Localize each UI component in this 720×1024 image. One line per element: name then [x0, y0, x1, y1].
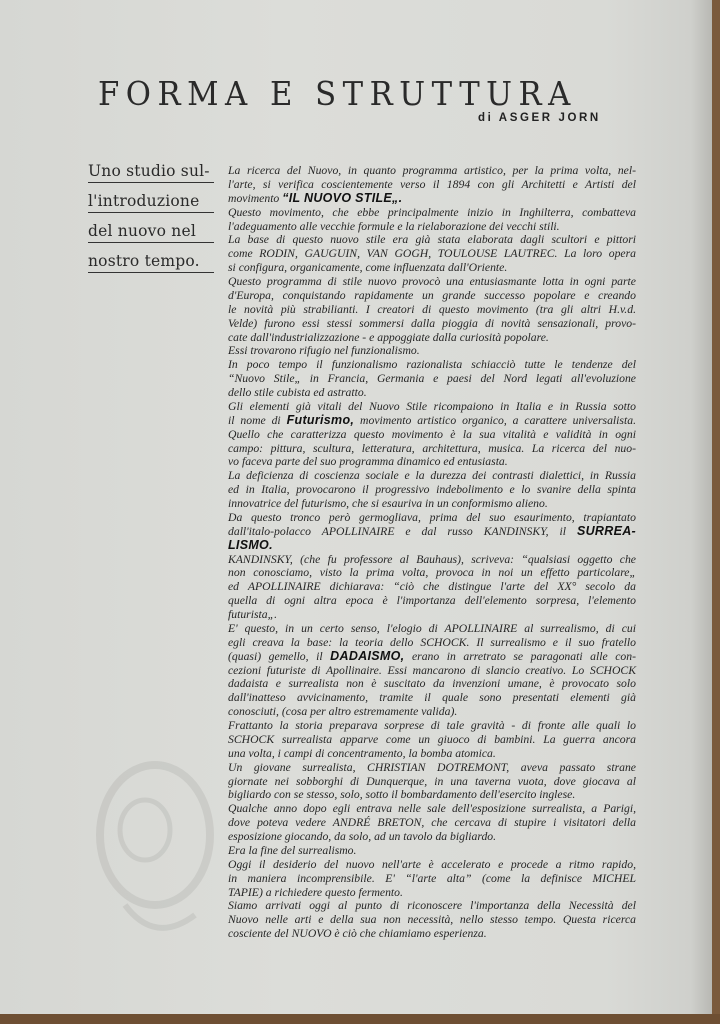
text-line [228, 886, 636, 900]
text-line [228, 469, 636, 483]
text-run: La base di questo nuovo stile era già stata elaborata dagli scultori e pittori [228, 233, 636, 247]
text-run: dello stile cubista ed astratto. [228, 386, 367, 399]
text-run: conosciuti, (cosa per altro estremamente valida). [228, 705, 458, 719]
text-run: Siamo arrivati oggi al punto di riconoscere l'importanza della Necessità del [228, 899, 636, 913]
text-run: non conosciamo, visto la prima volta, provoca in noi un effetto particolare„ [228, 566, 636, 580]
text-run: ed in Italia, provocarono il progressivo indebolimento e lo svanire della spinta [228, 483, 636, 497]
text-line [228, 261, 636, 275]
article-byline: di ASGER JORN [478, 112, 601, 124]
text-line [228, 206, 636, 220]
text-run: Un giovane surrealista, CHRISTIAN DOTREMONT, aveva passato strane [228, 760, 636, 774]
text-line [228, 289, 636, 303]
text-run: Da questo tronco però germogliava, prima del suo esaurimento, trapiantato [228, 510, 636, 524]
text-line [228, 247, 636, 261]
text-run: futurista„. [228, 608, 278, 621]
text-line [228, 775, 636, 789]
text-line [228, 830, 636, 844]
text-run: Essi trovarono rifugio nel funzionalismo. [228, 344, 420, 358]
text-run: dall'italo-polacco APOLLINAIRE e dal russo KANDINSKY, il [228, 524, 577, 538]
text-run: campo: pittura, scultura, letteratura, architettura, musica. La ricerca del nuo- [228, 441, 636, 455]
text-run: Qualche anno dopo egli entrava nelle sale dell'esposizione surrealista, a Parigi, [228, 802, 636, 816]
text-run: cezioni futuriste di Apollinaire. Essi mancarono di slancio creativo. Lo SCHOCK [228, 663, 636, 677]
text-line [228, 622, 636, 636]
bold-term: SURREA- [576, 523, 636, 538]
text-run: movimento artistico organico, a carattere universalista. [354, 413, 636, 427]
text-run: giornate nei sobborghi di Dunquerque, in una taverna vuota, dove giocava al [228, 774, 636, 788]
text-run: il nome di [228, 413, 287, 427]
text-run: Velde) furono essi stessi sommersi dalla pioggia di novità sensazionali, provo- [228, 316, 636, 330]
text-run: SCHOCK surrealista apparve come un giuoco di bambini. La guerra ancora [228, 732, 636, 746]
text-run: innovatrice del futurismo, che si esauriva in un conformismo alieno. [228, 497, 548, 510]
text-run: ed APOLLINAIRE dichiarava: “ciò che distingue l'arte del XX° secolo da [228, 580, 636, 594]
text-line [228, 719, 636, 733]
text-run: dove poteva vedere ANDRÉ BRETON, che cercava di stupire i visitatori della [228, 816, 636, 830]
text-line [228, 497, 636, 511]
text-run: cosciente del NUOVO è ciò che chiamiamo esperienza. [228, 927, 487, 941]
text-line [228, 372, 636, 386]
text-line [228, 899, 636, 913]
text-line [228, 414, 636, 428]
subtitle-line: Uno studio sul- [88, 160, 214, 183]
text-run: dadaista e surrealista non è suscitato da invenzioni umane, è provocato solo [228, 677, 636, 691]
text-line [228, 164, 636, 178]
text-line [228, 275, 636, 289]
text-line [228, 788, 636, 802]
table-edge [0, 1014, 720, 1024]
text-run: bigliardo con se stesso, solo, sotto il bombardamento dell'esercito inglese. [228, 788, 576, 802]
text-line [228, 539, 636, 553]
text-run: in maniera incomprensibile. E' “l'arte alta” (come la definisce MICHEL [228, 871, 636, 885]
subtitle-line: nostro tempo. [88, 250, 214, 273]
text-run: cate dall'industrializzazione - e appoggiate dalla curiosità popolare. [228, 330, 549, 344]
text-line [228, 192, 636, 206]
text-run: quella di ogni altra epoca è l'importanza dell'elemento sorpresa, l'elemento [228, 594, 636, 608]
text-run: Oggi il desiderio del nuovo nell'arte è accelerato e procede a ritmo rapido, [228, 857, 636, 871]
bold-term: DADAISMO, [330, 648, 405, 663]
text-line [228, 747, 636, 761]
text-run: La ricerca del Nuovo, in quanto programma artistico, per la prima volta, nel- [228, 164, 636, 177]
text-run: Nuovo nelle arti e della sua non necessità, nello stesso tempo. Questa ricerca [228, 913, 636, 927]
text-run: esposizione giocando, da solo, ad un tavolo da bigliardo. [228, 830, 497, 843]
text-line [228, 455, 636, 469]
text-run: Quello che caratterizza questo movimento è la sua vitalità e validità in ogni [228, 427, 636, 441]
text-line [228, 872, 636, 886]
article-body [228, 164, 636, 941]
text-run: In poco tempo il funzionalismo razionalista schiacciò tutte le tendenze del [228, 358, 636, 372]
subtitle-line: del nuovo nel [88, 220, 214, 243]
text-line [228, 400, 636, 414]
text-line [228, 442, 636, 456]
bold-term: “IL NUOVO STILE„. [282, 190, 403, 205]
text-run: E' questo, in un certo senso, l'elogio di APOLLINAIRE al surrealismo, di cui [228, 621, 636, 635]
text-line [228, 220, 636, 234]
text-run: erano in arretrato se paragonati alle con- [404, 649, 636, 663]
text-run: l'adeguamento alle vecchie formule e la rielaborazione dei vecchi stili. [228, 219, 560, 233]
subtitle-line: l'introduzione [88, 190, 214, 213]
text-line [228, 733, 636, 747]
text-run: Gli elementi già vitali del Nuovo Stile ricompaiono in Italia e in Russia sotto [228, 399, 636, 413]
text-run: Era la fine del surrealismo. [228, 843, 357, 857]
text-run: d'Europa, conquistando rapidamente un grande successo popolare e creando [228, 288, 636, 302]
text-line [228, 331, 636, 345]
text-line [228, 428, 636, 442]
text-line [228, 608, 636, 622]
text-run: (quasi) gemello, il [228, 649, 331, 663]
text-run: una volta, i campi di concentramento, la bomba atomica. [228, 746, 496, 760]
text-line [228, 802, 636, 816]
article-title: FORMA E STRUTTURA [98, 74, 577, 113]
text-line [228, 650, 636, 664]
text-line [228, 761, 636, 775]
text-line [228, 344, 636, 358]
text-run: KANDINSKY, (che fu professore al Bauhaus), scriveva: “qualsiasi oggetto che [228, 552, 636, 566]
sidebar-subtitle [88, 160, 214, 280]
text-line [228, 233, 636, 247]
text-run: movimento [228, 191, 283, 205]
text-run: TAPIE) a richiedere questo fermento. [228, 885, 403, 899]
text-line [228, 913, 636, 927]
text-run: le novità più strabilianti. I creatori di questo movimento (tra gli altri H.v.d. [228, 302, 636, 316]
text-line [228, 317, 636, 331]
text-line [228, 553, 636, 567]
text-line [228, 358, 636, 372]
text-line [228, 858, 636, 872]
text-line [228, 705, 636, 719]
text-line [228, 566, 636, 580]
text-line [228, 525, 636, 539]
text-run: l'arte, si verifica coscientemente verso il 1894 con gli Architetti e Artisti del [228, 177, 636, 191]
text-line [228, 178, 636, 192]
text-line [228, 816, 636, 830]
text-run: La deficienza di coscienza sociale e la durezza dei contrasti dialettici, in Russia [228, 469, 636, 483]
text-run: egli creava la base: la teoria dello SCHOCK. Il surrealismo e il suo fratello [228, 635, 636, 649]
text-run: Questo movimento, che ebbe principalmente inizio in Inghilterra, combatteva [228, 205, 636, 219]
bold-term: LISMO. [228, 537, 273, 552]
text-line [228, 594, 636, 608]
text-line [228, 664, 636, 678]
text-run: Questo programma di stile nuovo provocò una entusiasmante lotta in ogni parte [228, 275, 636, 288]
text-run: si configura, organicamente, come influenzata dall'Oriente. [228, 261, 508, 275]
text-line [228, 580, 636, 594]
text-line [228, 303, 636, 317]
text-run: Frattanto la storia preparava sorprese di tale gravità - di fronte alle quali lo [228, 719, 636, 732]
text-line [228, 844, 636, 858]
text-run: vo faceva parte del suo programma dinamico ed entusiasta. [228, 455, 508, 469]
text-run: come RODIN, GAUGUIN, VAN GOGH, TOULOUSE LAUTREC. La loro opera [228, 247, 636, 261]
text-line [228, 483, 636, 497]
text-line [228, 927, 636, 941]
text-run: “Nuovo Stile„ in Francia, Germania e paesi del Nord legati all'evoluzione [228, 372, 636, 386]
text-line [228, 636, 636, 650]
text-line [228, 386, 636, 400]
text-run: dall'inatteso avvicinamento, tramite il quale sono presentati elementi già [228, 691, 636, 705]
bold-term: Futurismo, [286, 412, 355, 427]
text-line [228, 677, 636, 691]
text-line [228, 511, 636, 525]
text-line [228, 691, 636, 705]
